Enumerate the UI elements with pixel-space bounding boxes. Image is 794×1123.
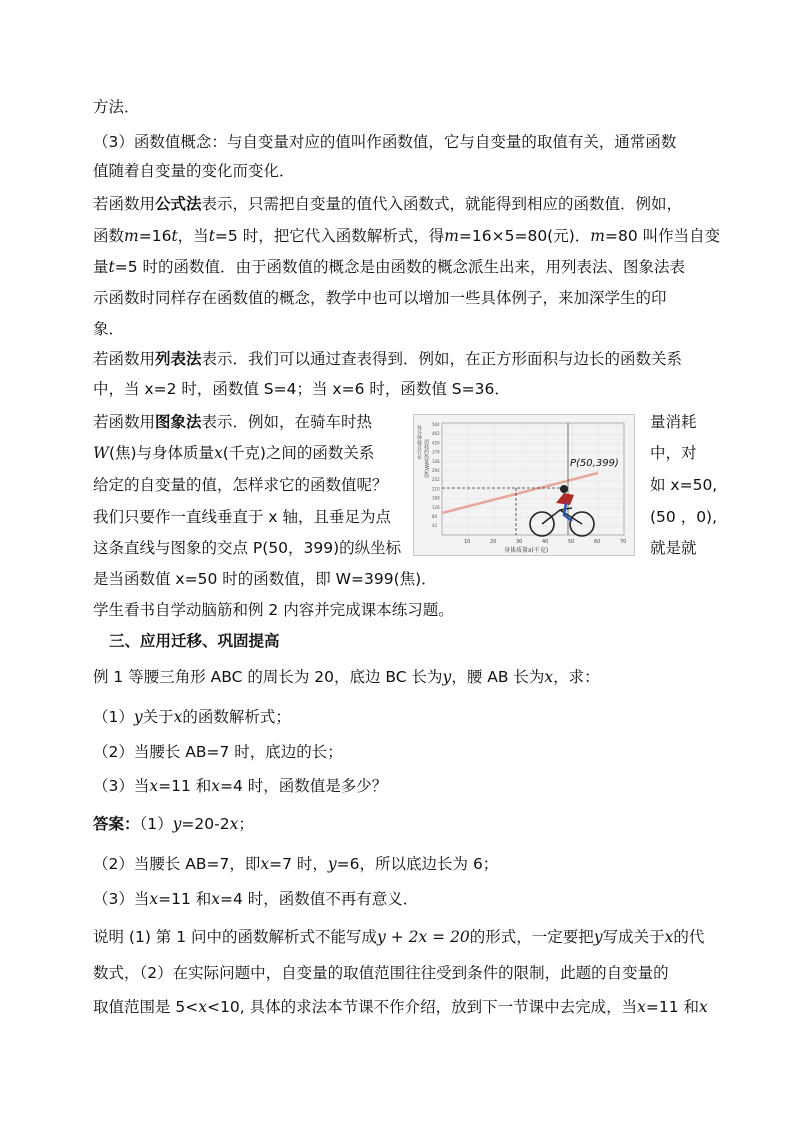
y-tick-label: 42 (432, 523, 438, 529)
y-tick-labels (432, 422, 440, 528)
y-tick-label: 378 (432, 449, 440, 455)
y-tick-label: 210 (432, 486, 440, 492)
text-line: 说明 (1) 第 1 问中的函数解析式不能写成y + 2x = 20的形式，一定要把y写成关于x的代 (93, 928, 705, 946)
y-tick-label: 420 (432, 440, 440, 446)
text-line: 给定的自变量的值，怎样求它的函数值呢？ (93, 476, 388, 494)
text-line: 示函数时同样存在函数值的概念，教学中也可以增加一些具体例子，来加深学生的印 (93, 289, 667, 307)
x-tick-label: 70 (620, 539, 627, 545)
text-line: 若函数用公式法表示，只需把自变量的值代入函数式，就能得到相应的函数值．例如， (93, 195, 683, 213)
text-line: 数式，（2）在实际问题中，自变量的取值范围往往受到条件的限制，此题的自变量的 (93, 964, 669, 982)
y-tick-label: 126 (432, 504, 440, 510)
text-line: （3）当x=11 和x=4 时，函数值是多少？ (93, 777, 388, 795)
text-line: 若函数用列表法表示．我们可以通过查表得到．例如，在正方形面积与边长的函数关系 (93, 350, 683, 368)
text-line: 方法． (93, 98, 140, 116)
text-line: （2）当腰长 AB=7，即x=7 时，y=6，所以底边长为 6； (93, 855, 499, 873)
calorie-graph (414, 415, 634, 555)
text-line: 值随着自变量的变化而变化． (93, 162, 295, 180)
xlabel: 身体质量x(千克) (504, 547, 549, 554)
x-tick-label: 30 (516, 539, 523, 545)
ylabel-left: 每分钟骑自行车 (416, 425, 422, 460)
text-line: 例 1 等腰三角形 ABC 的周长为 20，底边 BC 长为y，腰 AB 长为x，求： (93, 668, 600, 686)
x-tick-label: 10 (464, 539, 471, 545)
text-line: W(焦)与身体质量x(千克)之间的函数关系 (93, 444, 375, 462)
y-tick-label: 294 (432, 468, 440, 473)
cyclist-icon (530, 485, 594, 536)
text-line-right: 中，对 (650, 444, 697, 462)
text-line: 学生看书自学动脑筋和例 2 内容并完成课本练习题。 (93, 601, 454, 619)
x-tick-label: 60 (594, 539, 601, 545)
text-line: （2）当腰长 AB=7 时，底边的长； (93, 743, 343, 761)
text-line: 我们只要作一直线垂直于 x 轴，且垂足为点 (93, 508, 392, 526)
x-tick-labels (464, 539, 626, 545)
y-tick-label: 504 (432, 422, 440, 427)
grid (442, 423, 624, 535)
text-line: 答案：（1）y=20-2x； (93, 815, 254, 833)
text-line: （1）y关于x的函数解析式； (93, 708, 291, 726)
text-line-right: 如 x=50, (650, 476, 718, 494)
y-tick-label: 462 (432, 431, 440, 437)
text-line-right: 量消耗 (650, 413, 697, 431)
text-line: 量t=5 时的函数值．由于函数值的概念是由函数的概念派生出来，用列表法、图象法表 (93, 258, 686, 276)
text-line: 象． (93, 320, 125, 338)
x-tick-label: 50 (568, 539, 575, 545)
text-line-right: (50 ，0), (650, 508, 718, 526)
y-tick-label: 252 (432, 477, 440, 483)
text-line: 是当函数值 x=50 时的函数值，即 W=399(焦)． (93, 570, 437, 588)
text-line: （3）函数值概念：与自变量对应的值叫作函数值，它与自变量的取值有关，通常函数 (93, 133, 677, 151)
text-line-right: 就是就 (650, 539, 697, 557)
x-tick-label: 40 (542, 539, 549, 545)
calorie-graph-figure (413, 414, 635, 556)
text-line: （3）当x=11 和x=4 时，函数值不再有意义． (93, 890, 419, 908)
point-label: P(50,399) (570, 458, 619, 469)
text-line: 取值范围是 5<x<10, 具体的求法本节课不作介绍，放到下一节课中去完成，当x=11 和x (93, 998, 708, 1016)
plot-frame (442, 423, 624, 535)
ylabel: 消耗的热量W(焦) (423, 439, 429, 478)
y-tick-label: 336 (432, 458, 440, 464)
section-heading: 三、应用迁移、巩固提高 (109, 632, 280, 650)
text-line: 若函数用图象法表示．例如，在骑车时热 (93, 413, 373, 431)
x-tick-label: 20 (490, 539, 497, 545)
text-line: 这条直线与图象的交点 P(50，399)的纵坐标 (93, 539, 402, 557)
text-line: 中，当 x=2 时，函数值 S=4；当 x=6 时，函数值 S=36． (93, 380, 510, 398)
y-tick-label: 84 (432, 514, 438, 519)
text-line: 函数m=16t，当t=5 时，把它代入函数解析式，得m=16×5=80(元)．m=80 叫作当自变 (93, 227, 721, 245)
y-tick-label: 168 (432, 495, 440, 501)
